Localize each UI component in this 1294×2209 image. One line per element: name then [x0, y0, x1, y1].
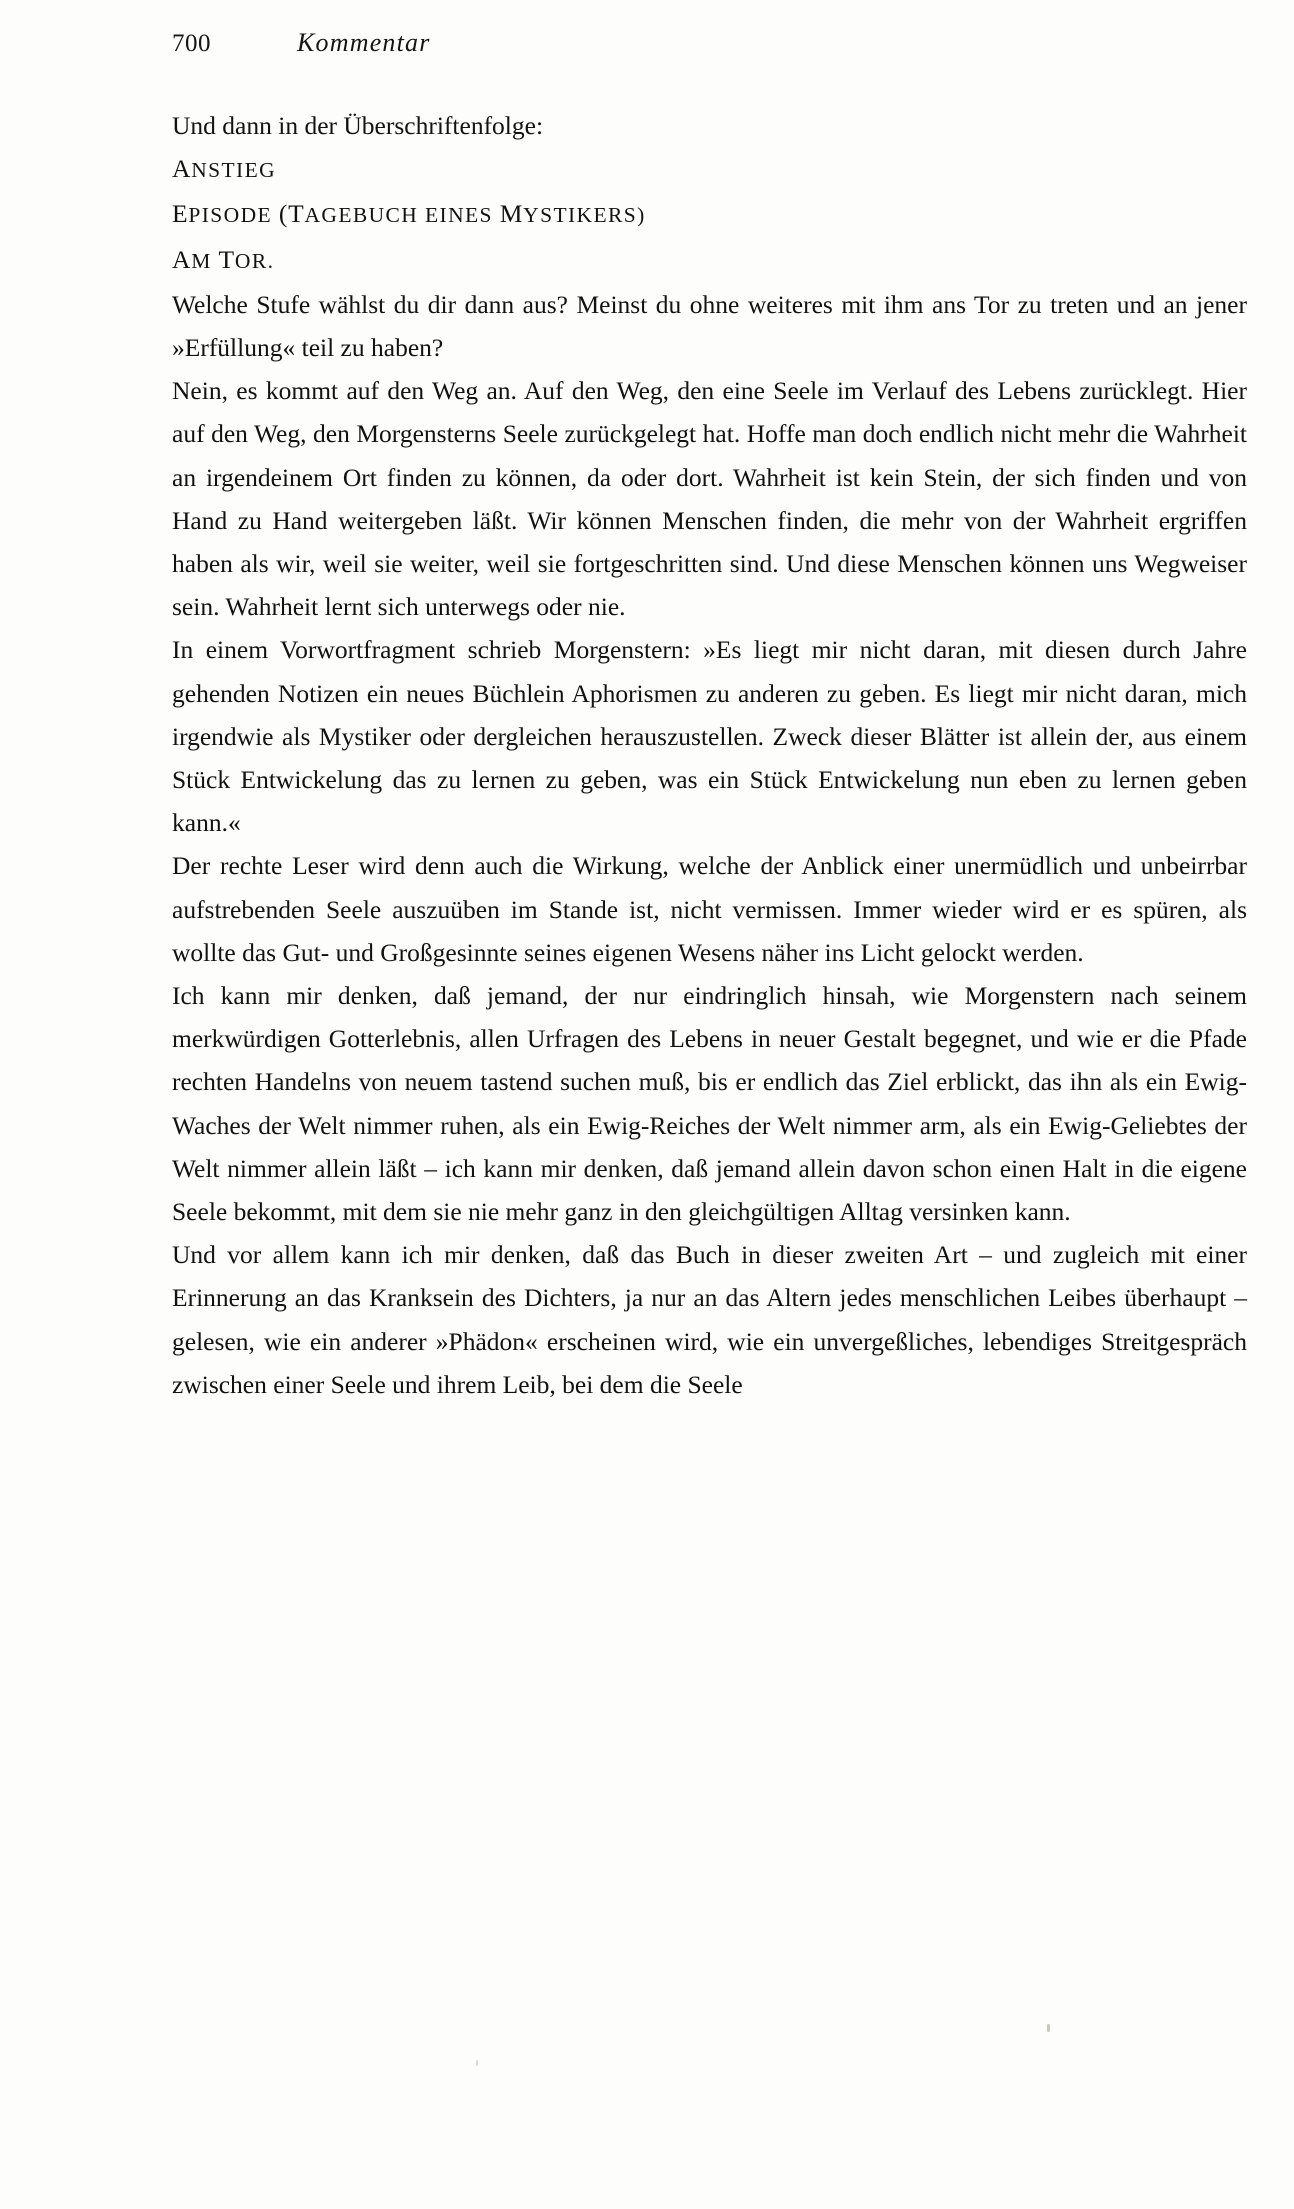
paragraph-6: Und vor allem kann ich mir denken, daß das Buch in dieser zweiten Art – und zugleich mit einer Erinnerung an das Kranksein des Dichters, ja nur an das Altern jedes menschlichen Leibes überhaupt – gelesen, wie ein anderer »Phädon« erscheinen wird, wie ein unvergeßliches, lebendiges Streitgespräch zwischen einer Seele und ihrem Leib, bei dem die Seele [172, 1240, 1247, 1399]
section-heading-episode [172, 192, 1247, 237]
heading-episode-paren: (T [278, 199, 305, 229]
heading-episode-mystikers: YSTIKERS) [523, 203, 646, 228]
paragraph-1: Welche Stufe wählst du dir dann aus? Meinst du ohne weiteres mit ihm ans Tor zu treten und an jener »Erfüllung« teil zu haben? [172, 289, 1247, 363]
heading-episode-sub: AGEBUCH EINES [304, 203, 500, 228]
running-title: Kommentar [297, 28, 431, 57]
paragraph-5: Ich kann mir denken, daß jemand, der nur eindringlich hinsah, wie Morgenstern nach seinem merkwürdigen Gotterlebnis, allen Urfragen des Lebens in neuer Gestalt begegnet, und wie er die Pfade rechten Handelns von neuem tastend suchen muß, bis er endlich das Ziel erblickt, das ihn als ein Ewig-Waches der Welt nimmer ruhen, als ein Ewig-Reiches der Welt nimmer arm, als ein Ewig-Geliebtes der Welt nimmer allein läßt – ich kann mir denken, daß jemand allein davon schon einen Halt in die eigene Seele bekommt, mit dem sie nie mehr ganz in den gleichgültigen Alltag versinken kann. [172, 981, 1247, 1227]
heading-amtor-t: T [218, 244, 235, 274]
page-header [172, 28, 1247, 58]
paragraph-2: Nein, es kommt auf den Weg an. Auf den Weg, den eine Seele im Verlauf des Lebens zurücklegt. Hier auf den Weg, den Morgensterns Seele zurückgelegt hat. Hoffe man doch endlich nicht mehr die Wahrheit an irgendeinem Ort finden zu können, da oder dort. Wahrheit ist kein Stein, der sich finden und von Hand zu Hand weitergeben läßt. Wir können Menschen finden, die mehr von der Wahrheit ergriffen haben als wir, weil sie weiter, weil sie fortgeschritten sind. Und diese Menschen können uns Wegweiser sein. Wahrheit lernt sich unterwegs oder nie. [172, 376, 1247, 622]
body-text [172, 104, 1247, 1406]
section-heading-anstieg [172, 147, 1247, 192]
section-heading-amtor [172, 238, 1247, 283]
paper-speck-secondary [476, 2060, 478, 2066]
heading-episode-initial: E [172, 199, 189, 229]
paper-speck [1047, 2024, 1050, 2032]
page-content-area [172, 28, 1247, 1406]
heading-anstieg-initial: A [172, 154, 192, 184]
heading-amtor-m: M [191, 248, 219, 273]
heading-amtor-rest: OR. [234, 248, 275, 273]
heading-episode-m: M [499, 199, 524, 229]
paragraph-3: In einem Vorwortfragment schrieb Morgenstern: »Es liegt mir nicht daran, mit diesen durch Jahre gehenden Notizen ein neues Büchlein Aphorismen zu anderen zu geben. Es liegt mir nicht daran, mich irgendwie als Mystiker oder dergleichen herauszustellen. Zweck dieser Blätter ist allein der, aus einem Stück Entwickelung das zu lernen zu geben, was ein Stück Entwickelung nun eben zu lernen geben kann.« [172, 635, 1247, 838]
heading-amtor-initial: A [172, 244, 192, 274]
paragraph-4: Der rechte Leser wird denn auch die Wirkung, welche der Anblick einer unermüdlich und unbeirrbar aufstrebenden Seele auszuüben im Stande ist, nicht vermissen. Immer wieder wird er es spüren, als wollte das Gut- und Großgesinnte seines eigenen Wesens näher ins Licht gelockt werden. [172, 851, 1247, 967]
heading-episode-rest: PISODE [188, 203, 279, 228]
intro-line: Und dann in der Überschriftenfolge: [172, 111, 544, 140]
page-number: 700 [172, 30, 211, 57]
heading-anstieg-rest: NSTIEG [191, 158, 277, 183]
